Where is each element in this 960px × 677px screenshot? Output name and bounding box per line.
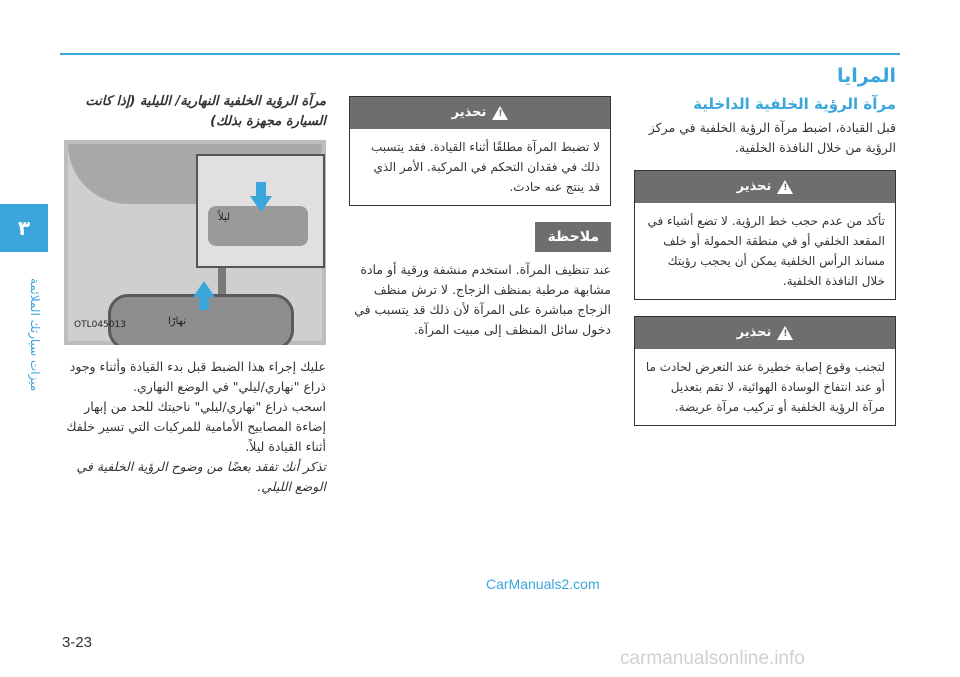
intro-text: قبل القيادة، اضبط مرآة الرؤية الخلفية في مركز الرؤية من خلال النافذة الخلفية. [648,120,896,155]
footer-site[interactable]: carmanualsonline.info [620,648,805,669]
day-arrow-icon [193,281,215,297]
night-label: ليلاً [218,212,231,223]
night-arrow-icon [250,196,272,212]
notice-text: عند تنظيف المرآة. استخدم منشفة ورقية أو مادة مشابهة مرطبة بمنظف الزجاج. لا ترش منظف الزجاج مباشرة على المرآة لأن ذلك قد يتسبب في دخول سائل المنظف إلى مبيت المرآة. [354,262,611,337]
warning-label: تحذير [736,179,772,194]
warning-text: لا تضبط المرآة مطلقًا أثناء القيادة. فقد يتسبب ذلك في فقدان التحكم في المركبة. الأمر الذي قد ينتج عنه حادث. [371,140,600,194]
note-text: تذكر أنك تفقد بعضًا من وضوح الرؤية الخلفية في الوضع الليلي. [76,459,326,494]
sub-title: مرآة الرؤية الخلفية الداخلية [693,95,896,113]
body-text: عليك إجراء هذا الضبط قبل بدء القيادة وأثناء وجود ذراع "نهاري/ليلي" في الوضع النهاري. [69,359,326,394]
chapter-number: ٣ [17,216,31,240]
lever-detail-inset [196,154,325,268]
warning-header [350,97,610,129]
watermark[interactable]: CarManuals2.com [486,576,600,592]
page-number: 3-23 [62,634,93,651]
warning-box [634,316,896,426]
warning-icon [777,180,793,194]
caption-title: مرآة الرؤية الخلفية النهارية/ الليلية (إذا كانت السيارة مجهزة بذلك) [85,94,326,129]
warning-icon [492,106,508,120]
header-rule [60,53,900,55]
warning-text: لتجنب وقوع إصابة خطيرة عند التعرض لحادث ما أو عند انتفاخ الوسادة الهوائية، لا تقم بتعديل مرآة الرؤية الخلفية أو تركيب مرآة عريضة. [645,360,885,414]
chapter-tab[interactable] [0,204,48,252]
warning-box [349,96,611,206]
left-column [64,92,326,497]
warning-icon [777,326,793,340]
warning-text: تأكد من عدم حجب خط الرؤية. لا تضع أشياء في المقعد الخلفي أو في منطقة الحمولة أو خلف مساند الرأس الخلفية يمكن أن يحجب رؤيتك خلال النافذة الخلفية. [647,214,885,288]
mirror-figure [64,140,326,345]
warning-header [635,317,895,349]
warning-label: تحذير [451,105,487,120]
arrow-stem [199,296,209,310]
warning-header [635,171,895,203]
figure-code: OTL045013 [74,320,126,330]
notice-label: ملاحظة [535,222,611,252]
section-title: المرايا [837,65,896,87]
body-text: اسحب ذراع "نهاري/ليلي" ناحيتك للحد من إبهار إضاءة المصابيح الأمامية للمركبات التي تسير خلفك أثناء القيادة ليلاً. [66,399,326,454]
warning-box [634,170,896,300]
day-label: نهارًا [168,316,187,327]
figure-background [68,144,322,341]
right-column [634,64,896,442]
chapter-title: ميزات سيارتك الملائمة [28,278,42,392]
arrow-stem [256,182,266,196]
middle-column [349,96,611,352]
warning-label: تحذير [736,325,772,340]
